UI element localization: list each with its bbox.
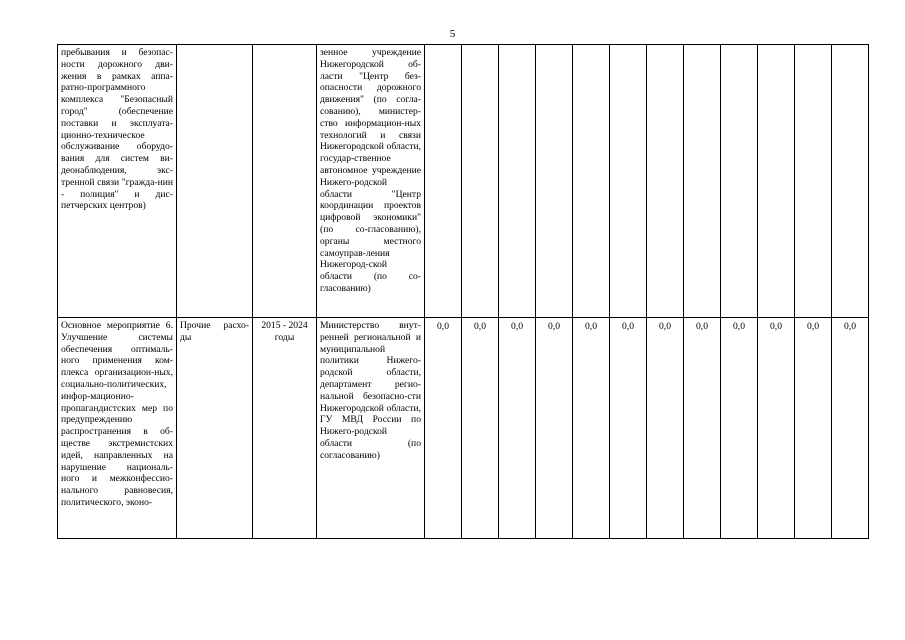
value-cell: 0,0: [832, 318, 869, 539]
category-cell: Прочие расхо-ды: [177, 318, 253, 539]
value-cell: [758, 45, 795, 318]
value-cell: [647, 45, 684, 318]
value-cell: [832, 45, 869, 318]
event-cell: Основное мероприятие 6. Улучшение системы обеспечения оптималь-ного применения ком-плекса организацион-ных, социально-политических, инфор-мационно-пропагандистских мер по предупреждению распространения в об-ществе экстремистских идей, направленных на нарушение националь-ного и межконфессио-нального равновесия, политического, эконо-: [58, 318, 177, 539]
page-number: 5: [449, 28, 456, 40]
value-cell: [573, 45, 610, 318]
value-cell: 0,0: [758, 318, 795, 539]
value-cell: 0,0: [610, 318, 647, 539]
table-row: [58, 318, 869, 539]
value-cell: [536, 45, 573, 318]
executor-cell: зенное учреждение Нижегородской об-ласти "Центр без-опасности дорожного движения" (по согла-сованию), министер-ство информацион-ных технологий и связи Нижегородской области, государ-ственное автономное учреждение Нижего-родской области "Центр координации проектов цифровой экономики" (по со-гласованию), органы местного самоуправ-ления Нижегород-ской области (по со-гласованию): [317, 45, 425, 318]
value-cell: [499, 45, 536, 318]
table-body: [58, 45, 869, 539]
value-cell: 0,0: [721, 318, 758, 539]
value-cell: 0,0: [647, 318, 684, 539]
executor-cell: Министерство внут-ренней региональной и муниципальной политики Нижего-родской области, департамент регио-нальной безопасно-сти Нижегородской области, ГУ МВД России по Нижего-родской области (по согласованию): [317, 318, 425, 539]
value-cell: [462, 45, 499, 318]
table-row: [58, 45, 869, 318]
value-cell: 0,0: [536, 318, 573, 539]
period-cell: [253, 45, 317, 318]
event-cell: пребывания и безопас-ности дорожного дви-жения в рамках аппа-ратно-программного комплекса "Безопасный город" (обеспечение поставки и эксплуата-ционно-техническое обслуживание оборудо-вания для систем ви-деонаблюдения, экс-тренной связи "гражда-нин - полиция" и дис-петчерских центров): [58, 45, 177, 318]
value-cell: 0,0: [425, 318, 462, 539]
period-cell: 2015 - 2024 годы: [253, 318, 317, 539]
value-cell: [721, 45, 758, 318]
value-cell: [795, 45, 832, 318]
value-cell: 0,0: [462, 318, 499, 539]
value-cell: [610, 45, 647, 318]
value-cell: 0,0: [795, 318, 832, 539]
value-cell: 0,0: [573, 318, 610, 539]
category-cell: [177, 45, 253, 318]
value-cell: 0,0: [499, 318, 536, 539]
program-table: [57, 44, 869, 539]
value-cell: 0,0: [684, 318, 721, 539]
value-cell: [425, 45, 462, 318]
value-cell: [684, 45, 721, 318]
